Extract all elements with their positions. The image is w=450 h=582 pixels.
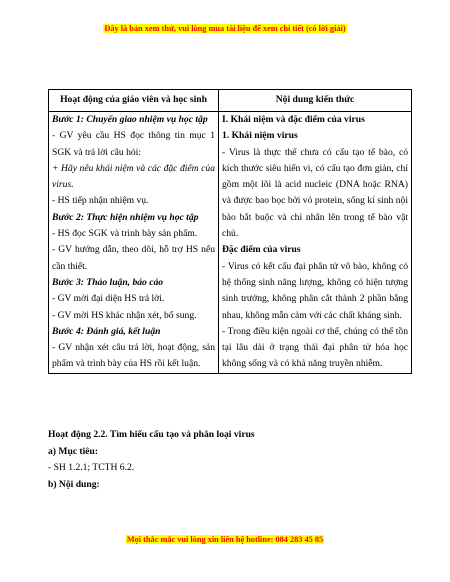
- step2-line2: - GV hướng dẫn, theo dõi, hỗ trợ HS nếu cần thiết.: [52, 244, 215, 272]
- hotline-footer-text: Mọi thắc mắc vui lòng xin liên hệ hotline: 084 283 45 85: [126, 535, 324, 544]
- features-title: Đặc điểm của virus: [222, 244, 301, 256]
- preview-banner: [0, 24, 450, 33]
- features-text-1: - Virus có kết cấu đại phân tử vô bào, không có hệ thống sinh năng lượng, không có hiện tượng sinh trưởng, không phân cắt thành 2 phần bằng nhau, không mẫn cảm với các chất kháng sinh.: [222, 260, 408, 321]
- step3-line1: - GV mời đại diện HS trả lời.: [52, 293, 165, 305]
- concept-title: 1. Khái niệm virus: [222, 130, 298, 142]
- activities-cell: [49, 112, 219, 374]
- step1-task: - GV yêu cầu HS đọc thông tin mục 1 SGK và trả lời câu hỏi:: [52, 130, 215, 158]
- step1-title: Bước 1: Chuyển giao nhiệm vụ học tập: [52, 114, 208, 125]
- step3-title: Bước 3: Thảo luận, báo cáo: [52, 276, 164, 288]
- header-teacher-student-activities: Hoạt động của giáo viên và học sinh: [49, 90, 219, 112]
- concept-text: - Virus là thực thể chưa có cấu tạo tế bào, có kích thước siêu hiển vi, có cấu tạo đơn giản, chỉ gồm một lõi là acid nucleic (DNA hoặc RNA) và được bao bọc bởi vỏ protein, sống kí sinh nội bào bắt buộc và chỉ nhân lên trong tế bào vật chủ.: [222, 146, 408, 240]
- step1-question: + Hãy nêu khái niệm và các đặc điểm của virus.: [52, 162, 215, 191]
- table-body-row: [49, 112, 412, 374]
- features-text-2: - Trong điều kiện ngoài cơ thể, chúng có thể tồn tại lâu dài ở trạng thái đại phân tử hóa học không sống và có khả năng truyền nhiễm.: [222, 325, 408, 370]
- knowledge-cell: [219, 112, 412, 374]
- step4-line1: - GV nhận xét câu trả lời, hoạt động, sản phẩm và trình bày của HS rồi kết luận.: [52, 342, 215, 370]
- goal-text: - SH 1.2.1; TCTH 6.2.: [48, 462, 135, 473]
- step2-line1: - HS đọc SGK và trình bày sản phẩm.: [52, 228, 198, 240]
- step1-receive: - HS tiếp nhận nhiệm vụ.: [52, 195, 149, 207]
- section-title: I. Khái niệm và đặc điểm của virus: [222, 114, 365, 125]
- hotline-footer: [0, 535, 450, 544]
- table-header-row: [49, 90, 412, 112]
- lesson-table: [48, 89, 412, 374]
- step4-title: Bước 4: Đánh giá, kết luận: [52, 325, 161, 337]
- activity-section: [48, 427, 406, 493]
- goal-label: a) Mục tiêu:: [48, 445, 99, 457]
- activity-heading: Hoạt động 2.2. Tìm hiểu cấu tạo và phân loại virus: [48, 429, 255, 440]
- content-label: b) Nội dung:: [48, 478, 100, 490]
- step2-title: Bước 2: Thực hiện nhiệm vụ học tập: [52, 211, 199, 223]
- step3-line2: - GV mời HS khác nhận xét, bổ sung.: [52, 309, 197, 321]
- preview-banner-text: Đây là bản xem thử, vui lòng mua tài liệu để xem chi tiết (có lời giải): [104, 24, 346, 33]
- header-knowledge-content: Nội dung kiến thức: [219, 90, 412, 112]
